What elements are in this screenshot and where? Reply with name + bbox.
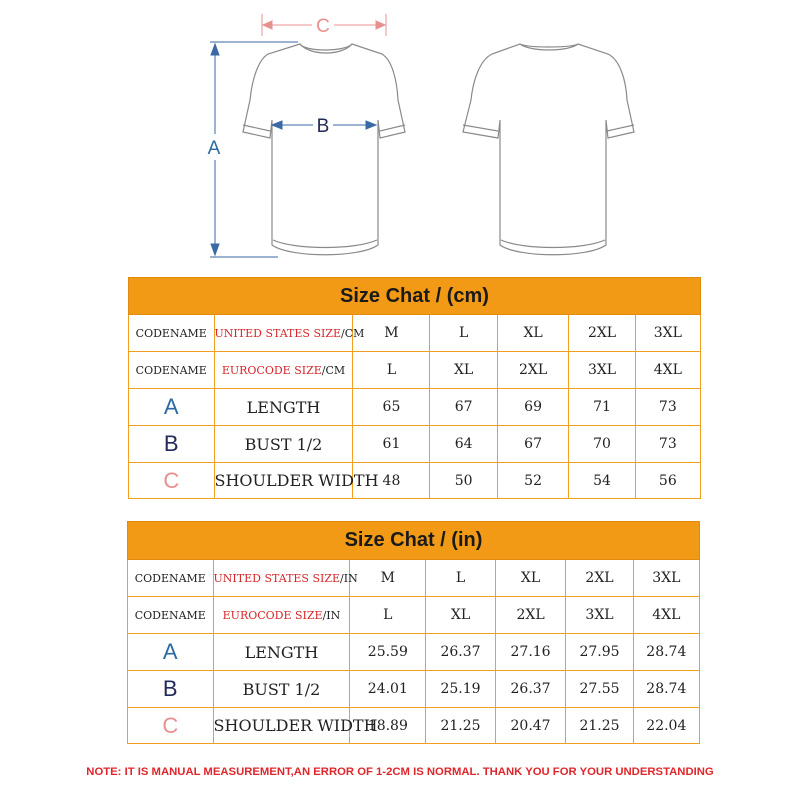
letter-b: B	[128, 671, 214, 708]
value-cell: 26.37	[426, 634, 495, 671]
size-header: L	[350, 597, 426, 634]
value-cell: 48	[353, 463, 430, 499]
us-size-label	[213, 560, 358, 597]
size-header: 2XL	[569, 315, 635, 352]
dimension-c-label: C	[316, 16, 330, 37]
dimension-a-label: A	[207, 138, 221, 159]
codename-cell: CODENAME	[129, 352, 215, 389]
us-size-label	[214, 315, 365, 352]
size-table-in	[127, 521, 700, 744]
value-cell: 67	[430, 389, 497, 426]
eu-size-row	[129, 352, 701, 389]
value-cell: 50	[430, 463, 497, 499]
size-header: L	[353, 352, 430, 389]
value-cell: 65	[353, 389, 430, 426]
value-cell: 24.01	[350, 671, 426, 708]
eu-size-row	[128, 597, 700, 634]
unit-text: /IN	[340, 571, 358, 585]
value-cell: 27.95	[566, 634, 633, 671]
value-cell: 21.25	[426, 708, 495, 744]
letter-c: C	[128, 708, 214, 744]
value-cell: 69	[497, 389, 569, 426]
size-header: 2XL	[566, 560, 633, 597]
value-cell: 71	[569, 389, 635, 426]
size-table-cm	[128, 277, 701, 499]
size-header: 2XL	[497, 352, 569, 389]
us-size-row	[128, 560, 700, 597]
value-cell: 54	[569, 463, 635, 499]
shoulder-row	[128, 708, 700, 744]
value-cell: 25.59	[350, 634, 426, 671]
length-row	[128, 634, 700, 671]
eu-size-label	[214, 352, 353, 389]
table-title: Size Chat / (in)	[128, 522, 700, 560]
size-header: 3XL	[566, 597, 633, 634]
value-cell: 21.25	[566, 708, 633, 744]
table-title: Size Chat / (cm)	[129, 278, 701, 315]
letter-a: A	[129, 389, 215, 426]
value-cell: 27.16	[495, 634, 566, 671]
value-cell: 28.74	[633, 671, 699, 708]
unit-text: /IN	[322, 608, 341, 622]
front-tshirt-outline	[243, 44, 405, 255]
letter-a: A	[128, 634, 214, 671]
letter-b: B	[129, 426, 215, 463]
value-cell: 61	[353, 426, 430, 463]
unit-text: /CM	[321, 363, 346, 377]
value-cell: 28.74	[633, 634, 699, 671]
value-cell: 25.19	[426, 671, 495, 708]
size-header: XL	[426, 597, 495, 634]
row-name: BUST 1/2	[213, 671, 350, 708]
bust-row	[129, 426, 701, 463]
size-header: M	[350, 560, 426, 597]
row-name: LENGTH	[213, 634, 350, 671]
value-cell: 64	[430, 426, 497, 463]
value-cell: 73	[635, 389, 700, 426]
value-cell: 26.37	[495, 671, 566, 708]
eu-size-text: EUROCODE SIZE	[222, 608, 323, 622]
row-name: BUST 1/2	[214, 426, 353, 463]
value-cell: 22.04	[633, 708, 699, 744]
size-header: 3XL	[569, 352, 635, 389]
size-header: 3XL	[633, 560, 699, 597]
us-size-row	[129, 315, 701, 352]
size-header: 4XL	[633, 597, 699, 634]
size-header: XL	[497, 315, 569, 352]
bust-row	[128, 671, 700, 708]
back-tshirt-outline	[463, 44, 634, 255]
value-cell: 70	[569, 426, 635, 463]
codename-cell: CODENAME	[129, 315, 215, 352]
measurement-note: NOTE: IT IS MANUAL MEASUREMENT,AN ERROR OF 1-2CM IS NORMAL. THANK YOU FOR YOUR UNDERSTANDING	[86, 766, 714, 778]
size-header: L	[430, 315, 497, 352]
size-header: 3XL	[635, 315, 700, 352]
value-cell: 56	[635, 463, 700, 499]
value-cell: 52	[497, 463, 569, 499]
size-header: XL	[495, 560, 566, 597]
value-cell: 18.89	[350, 708, 426, 744]
unit-text: /CM	[341, 326, 365, 340]
length-row	[129, 389, 701, 426]
codename-cell: CODENAME	[128, 597, 214, 634]
value-cell: 20.47	[495, 708, 566, 744]
size-header: L	[426, 560, 495, 597]
shoulder-row	[129, 463, 701, 499]
dimension-b-label: B	[316, 116, 330, 137]
row-name: LENGTH	[214, 389, 353, 426]
size-header: 2XL	[495, 597, 566, 634]
size-header: XL	[430, 352, 497, 389]
eu-size-label	[213, 597, 350, 634]
value-cell: 27.55	[566, 671, 633, 708]
us-size-text: UNITED STATES SIZE	[214, 326, 342, 340]
letter-c: C	[129, 463, 215, 499]
us-size-text: UNITED STATES SIZE	[213, 571, 341, 585]
value-cell: 73	[635, 426, 700, 463]
codename-cell: CODENAME	[128, 560, 214, 597]
tshirt-diagram	[0, 0, 800, 270]
size-header: M	[353, 315, 430, 352]
eu-size-text: EUROCODE SIZE	[221, 363, 322, 377]
row-name: SHOULDER WIDTH	[214, 463, 353, 499]
row-name: SHOULDER WIDTH	[213, 708, 350, 744]
size-header: 4XL	[635, 352, 700, 389]
value-cell: 67	[497, 426, 569, 463]
